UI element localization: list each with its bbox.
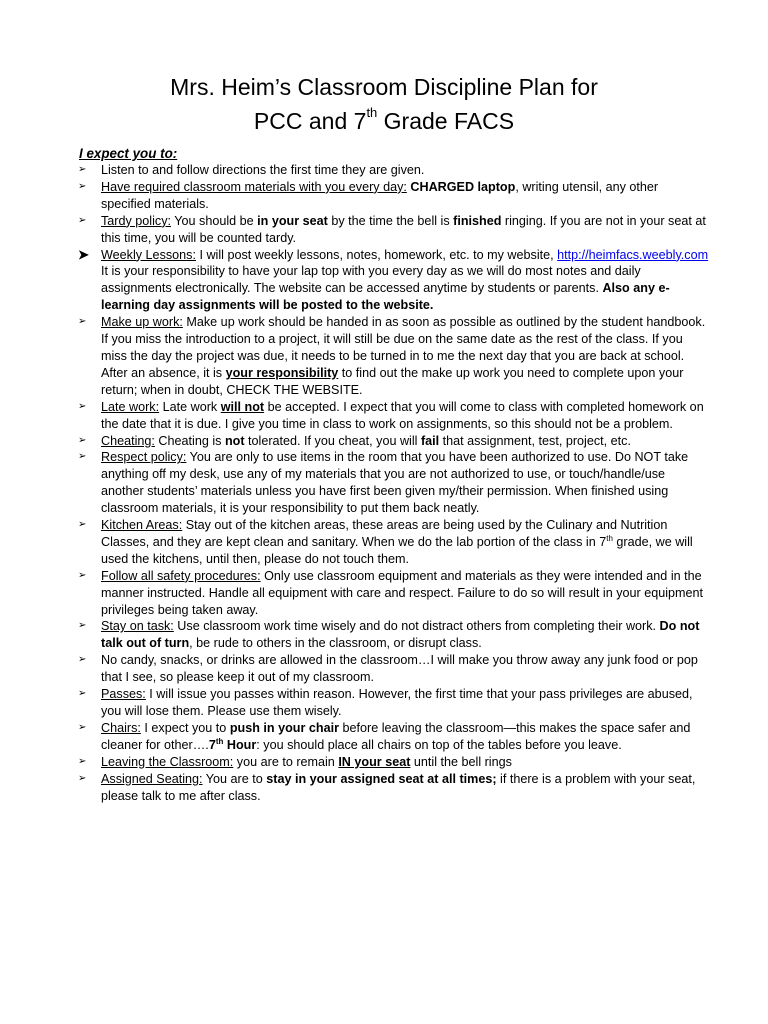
rule-text: : you should place all chairs on top of the tables before you leave. xyxy=(256,737,622,752)
rule-text: I will issue you passes within reason. However, the first time that your pass privileges are abused, you will lose them. Please use them wisely. xyxy=(101,687,693,718)
document-title-line-2 xyxy=(0,105,768,135)
rule-item-tardy xyxy=(78,213,710,247)
rule-emphasis: will not xyxy=(220,399,265,414)
rule-text: ringing. If you are not in your seat at this time, you will be counted tardy. xyxy=(101,213,706,245)
rule-item-passes xyxy=(78,686,710,720)
rule-superscript: th xyxy=(606,533,613,543)
title-superscript: th xyxy=(366,105,378,121)
rule-text: that assignment, test, project, etc. xyxy=(439,433,631,448)
rule-text: You are only to use items in the room that you have been authorized to use. Do NOT take anything off my desk, use any of my materials that you are not authorized to use, or touch/handle/use another students’ materials unless you have first been given my/their permission. When finished using classroom materials, it is your responsibility to put them back neatly. xyxy=(101,450,689,516)
rule-emphasis: 7 xyxy=(208,737,216,752)
rule-text: by the time the bell is xyxy=(327,213,454,228)
rule-emphasis: your responsibility xyxy=(225,365,339,380)
rule-item-respect xyxy=(78,449,710,517)
rule-label: Stay on task: xyxy=(101,619,174,634)
rule-label: Have required classroom materials with you every day: xyxy=(101,179,407,194)
arrow-bullet-icon: ➢ xyxy=(78,721,87,733)
rule-label: Cheating: xyxy=(101,433,155,448)
title-line-2-rest: Grade FACS xyxy=(377,108,515,134)
rule-label: Assigned Seating: xyxy=(101,771,203,786)
arrow-bullet-icon: ➢ xyxy=(78,434,87,446)
rule-item-leaving xyxy=(78,754,710,771)
rule-text: You are to xyxy=(202,771,267,786)
rule-emphasis: Also any e-learning day assignments will be posted to the website. xyxy=(101,281,670,313)
rule-text: It is your responsibility to have your lap top with you every day as we will do most notes and daily assignments electronically. The website can be accessed anytime by students or parents. xyxy=(101,264,641,296)
rule-emphasis: stay in your assigned seat at all times; xyxy=(266,771,497,786)
rule-item-food xyxy=(78,652,710,686)
rule-text: , be rude to others in the classroom, or disrupt class. xyxy=(189,636,482,651)
arrow-bullet-icon: ➢ xyxy=(78,214,87,226)
rule-text: you are to remain xyxy=(233,754,339,769)
rule-text: before leaving the classroom—this makes the space safer and cleaner for other…. xyxy=(101,720,691,752)
rule-label: Passes: xyxy=(101,687,146,702)
rule-text: Only use classroom equipment and materials as they were intended and in the manner instructed. Handle all equipment with care and respect. Failure to do so will result in your equipment privileges being taken away. xyxy=(101,568,704,617)
arrow-bullet-icon: ➢ xyxy=(78,180,87,192)
rule-label: Chairs: xyxy=(101,720,141,735)
arrow-bullet-icon: ➢ xyxy=(78,519,87,531)
rule-item-stay-on-task xyxy=(78,618,710,652)
title-line-1-text: Mrs. Heim’s Classroom Discipline Plan for xyxy=(170,74,598,100)
rules-list xyxy=(78,162,710,804)
rule-item-assigned-seating xyxy=(78,771,710,805)
rule-item-materials xyxy=(78,179,710,213)
rule-text: if there is a problem with your seat, please talk to me after class. xyxy=(101,771,696,803)
rule-text: Stay out of the kitchen areas, these areas are being used by the Culinary and Nutrition Classes, and they are kept clean and sanitary. When we do the lab portion of the class in 7 xyxy=(101,518,668,549)
rule-text: Make up work should be handed in as soon as possible as outlined by the student handbook. If you miss the introduction to a project, it will still be due on the same date as the rest of the class. If you miss the day the project was due, it needs to be turned in to me the next day that you are back at school. After an absence, it is xyxy=(101,315,706,380)
arrow-bullet-icon: ➢ xyxy=(78,451,87,463)
rule-item-directions xyxy=(78,162,710,179)
arrow-bullet-icon: ➢ xyxy=(78,755,87,767)
website-link[interactable]: http://heimfacs.weebly.com xyxy=(557,247,709,262)
rule-label: Late work: xyxy=(101,399,160,414)
rule-text: until the bell rings xyxy=(410,754,512,769)
rule-label: Make up work: xyxy=(101,315,183,330)
rule-label: Follow all safety procedures: xyxy=(101,568,261,583)
rule-item-safety xyxy=(78,568,710,619)
rule-emphasis: fail xyxy=(420,433,440,448)
arrow-bullet-icon: ➢ xyxy=(78,772,87,784)
arrow-bullet-icon: ➢ xyxy=(78,400,87,412)
rule-text: grade, we will used the kitchens, until then, please do not touch them. xyxy=(101,534,693,566)
rule-text: be accepted. I expect that you will come to class with completed homework on the date that it is due. I give you time in class to work on assignments, so this should not be a problem. xyxy=(101,399,704,431)
document-title-line-1 xyxy=(0,74,768,101)
rule-item-weekly-lessons xyxy=(78,247,710,315)
title-line-2-text: PCC and 7 xyxy=(253,108,367,134)
rule-label: Respect policy: xyxy=(101,450,187,465)
rule-emphasis: Hour xyxy=(223,737,257,752)
rule-emphasis: in your seat xyxy=(257,213,328,228)
rule-item-kitchen xyxy=(78,517,710,568)
rule-emphasis: finished xyxy=(453,213,502,228)
rule-text: tolerated. If you cheat, you will xyxy=(244,433,421,448)
rule-emphasis: not xyxy=(224,433,245,448)
rule-emphasis: push in your chair xyxy=(229,720,339,735)
rule-text: I expect you to xyxy=(140,720,230,735)
rule-item-chairs xyxy=(78,720,710,754)
arrow-bullet-icon: ➤ xyxy=(78,246,89,262)
rule-text: Late work xyxy=(159,399,221,414)
arrow-bullet-icon: ➢ xyxy=(78,569,87,581)
rule-text: I will post weekly lessons, notes, homework, etc. to my website, xyxy=(195,247,558,262)
rule-text: You should be xyxy=(171,213,258,228)
rule-emphasis: CHARGED laptop xyxy=(410,179,516,194)
rule-emphasis: IN your seat xyxy=(338,754,411,769)
rule-item-cheating xyxy=(78,433,710,450)
rule-label: Kitchen Areas: xyxy=(101,518,183,533)
rule-item-late-work xyxy=(78,399,710,433)
arrow-bullet-icon: ➢ xyxy=(78,654,87,666)
arrow-bullet-icon: ➢ xyxy=(78,316,87,328)
rule-text: No candy, snacks, or drinks are allowed in the classroom…I will make you throw away any junk food or pop that I see, so please keep it out of my classroom. xyxy=(101,653,698,685)
rule-text: , writing utensil, any other specified materials. xyxy=(101,179,659,211)
rule-text: Listen to and follow directions the first time they are given. xyxy=(101,163,425,177)
rule-label: Weekly Lessons: xyxy=(101,247,196,262)
arrow-bullet-icon: ➢ xyxy=(78,620,87,632)
arrow-bullet-icon: ➢ xyxy=(78,688,87,700)
rule-text: to find out the make up work you need to complete upon your return; when in doubt, CHECK THE WEBSITE. xyxy=(101,365,684,397)
expectations-heading: I expect you to: xyxy=(79,146,178,161)
rule-item-make-up-work xyxy=(78,314,710,399)
rule-emphasis: Do not talk out of turn xyxy=(101,619,700,651)
rule-superscript-text: th xyxy=(215,736,224,746)
arrow-bullet-icon: ➢ xyxy=(78,164,87,175)
rule-text: Use classroom work time wisely and do not distract others from completing their work. xyxy=(173,619,660,634)
rule-label: Tardy policy: xyxy=(101,213,171,228)
rule-text: Cheating is xyxy=(154,433,225,448)
rule-label: Leaving the Classroom: xyxy=(101,754,234,769)
